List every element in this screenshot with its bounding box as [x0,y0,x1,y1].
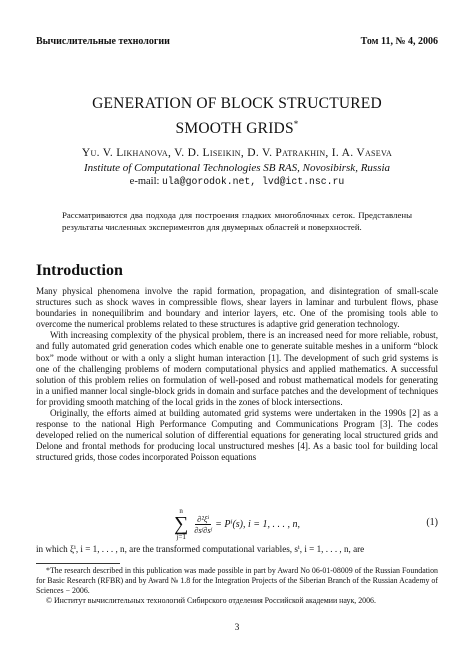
equation-rhs: = Pⁱ(s), i = 1, . . . , n, [215,518,301,530]
paragraph-1: Many physical phenomena involve the rapid formation, propagation, and disintegration of small-scale structures such as shock waves in compressible flows, shear layers in laminar and turbulent flows, phase boundaries in nonequilibrim and boundary and interior layers, etc. One of the promising tools able to overcome the numerical problems related to these structures is adaptive grid generation technology. [36,286,438,330]
title-footnote-mark: * [293,119,299,129]
journal-name: Вычислительные технологии [36,36,170,47]
summation [174,507,188,541]
fraction [194,514,212,535]
email-prefix: e-mail: [129,176,160,187]
abstract: Рассматриваются два подхода для построения гладких многоблочных сеток. Представлены результаты численных экспериментов для двумерных областей и поверхностей. [62,210,412,232]
title-line-2-text: SMOOTH GRIDS [175,120,294,138]
title-line-1: GENERATION OF BLOCK STRUCTURED [92,95,382,112]
fraction-denominator: ∂sʲ∂sʲ [194,524,213,535]
sum-upper-limit: n [179,507,183,515]
author-block [36,146,438,190]
footnote-copyright: © Институт вычислительных технологий Сибирского отделения Российской академии наук, 2006. [46,596,376,605]
paragraph-3: Originally, the efforts aimed at building automated grid systems were undertaken in the 1990s [2] as a response to the national High Performance Computing and Communications Program [3]. The codes developed relied on the numerical solution of differential equations for generating local structured grids and Delone and frontal methods for producing local unstructured meshes [4]. As a basic tool for building local structured grids, those codes incorporated Poisson equations [36,408,438,463]
volume-info: Том 11, № 4, 2006 [360,36,438,47]
body-text [36,286,438,464]
footnote-rule [36,563,120,564]
equation-1 [36,505,438,545]
section-title: Introduction [36,262,123,279]
institute: Institute of Computational Technologies SB RAS, Novosibirsk, Russia [83,161,391,174]
paper-title [36,94,438,139]
post-equation-text: in which ξⁱ, i = 1, . . . , n, are the transformed computational variables, sⁱ, i = 1, . . . , n, are [36,544,365,554]
fraction-numerator: ∂²ξⁱ [197,513,210,524]
sum-lower-limit: j=1 [176,533,186,541]
title-line-2 [36,114,438,139]
footnote-funding: *The research described in this publication was made possible in part by Award No 06-01-08009 of the Russian Foundation for Basic Research (RFBR) and by Award № 1.8 for the Integration Projects of the Siberian Branch of the Russian Academy of Sciences − 2006. [36,566,438,595]
running-head [36,36,438,47]
page-number: 3 [234,623,240,633]
footnotes [36,566,438,606]
equation-number: (1) [426,517,438,528]
email-addresses: ula@gorodok.net, lvd@ict.nsc.ru [162,176,345,187]
sum-symbol: ∑ [174,513,189,535]
paragraph-2: With increasing complexity of the physical problem, there is an increased need for more reliable, robust, and fully automated grid generation codes which enable one to generate suitable meshes in a uniform “block box” mode without or with a only a slight human interaction [1]. The development of such grid systems is one of the challenging problems of modern computational physics and applied mathematics. A successful solution of this problem relies on formulation of well-posed and robust mathematical models for generating in a unified manner local single-block grids in domain and surface patches and the development of techniques for providing smooth matching of the local grids in the zones of block intersections. [36,330,438,407]
email-line [36,175,438,190]
equation-body [174,507,300,541]
authors: Yu. V. Likhanova, V. D. Liseikin, D. V. Patrakhin, I. A. Vaseva [81,147,393,159]
